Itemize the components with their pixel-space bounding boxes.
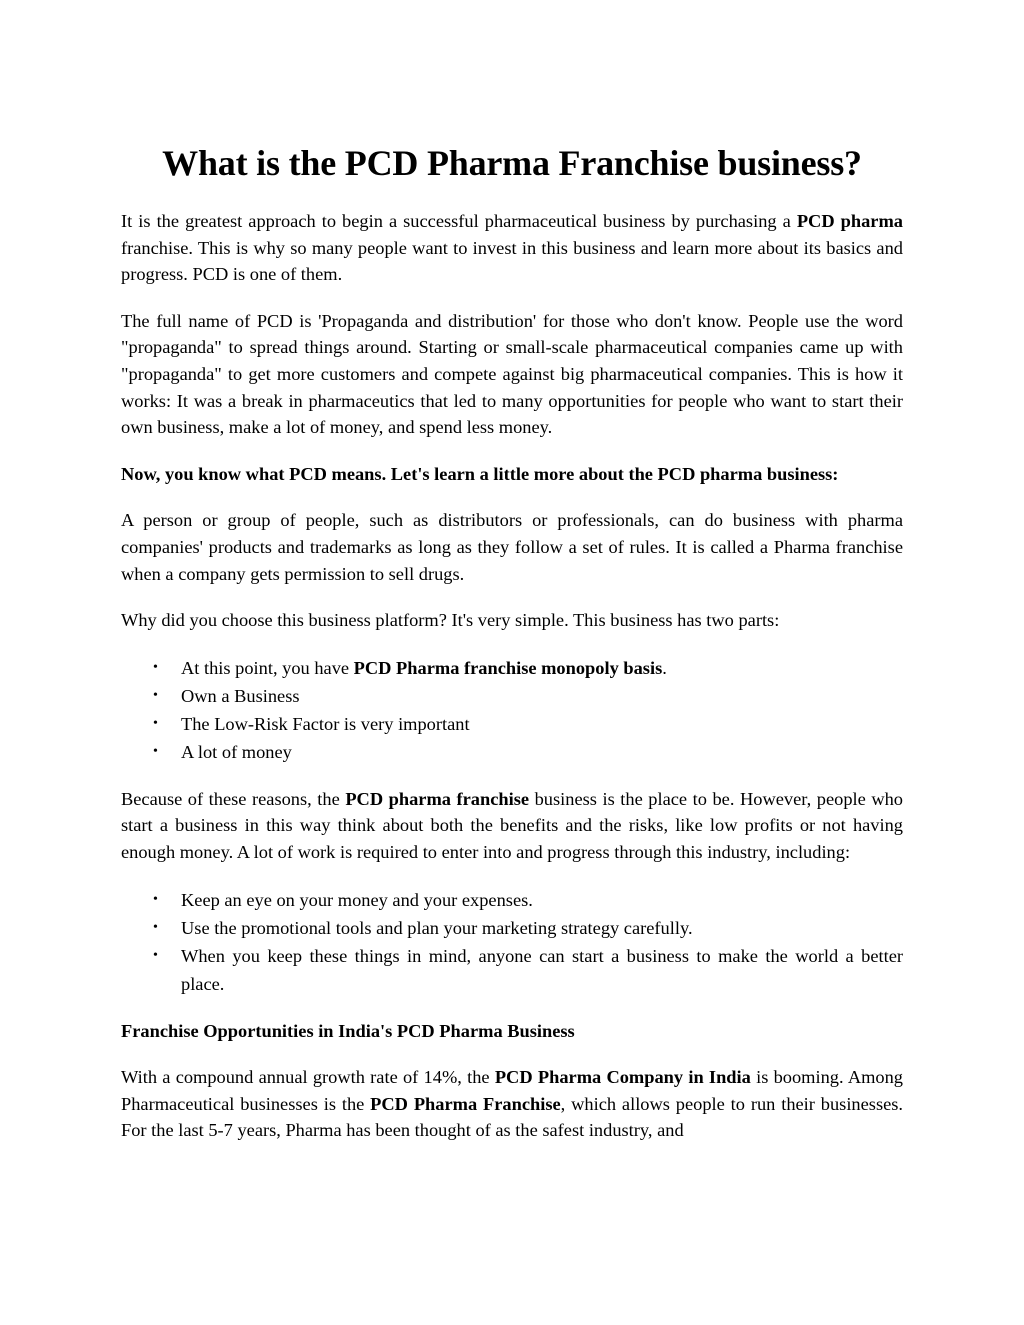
- list-item-text: The Low-Risk Factor is very important: [181, 713, 470, 734]
- document-body: [121, 208, 903, 1164]
- paragraph-growth-text-c: is booming. Among Pharmaceutical businesses is the: [121, 1067, 903, 1114]
- list-item: [153, 914, 903, 942]
- list-item-text: Own a Business: [181, 685, 300, 706]
- paragraph-reasons: [121, 786, 903, 866]
- paragraph-growth: [121, 1064, 903, 1144]
- paragraph-platform-question: Why did you choose this business platform? It's very simple. This business has two parts:: [121, 610, 780, 631]
- list-item: [153, 654, 903, 682]
- list-item: [153, 886, 903, 914]
- page-title: What is the PCD Pharma Franchise business?: [162, 143, 862, 183]
- list-item-bold: PCD Pharma franchise monopoly basis: [353, 657, 663, 678]
- list-item: [153, 942, 903, 998]
- paragraph-intro-text-c: franchise. This is why so many people want to invest in this business and learn more about its basics and progress. PCD is one of them.: [121, 237, 903, 285]
- list-item: [153, 738, 903, 766]
- list-item-text: Keep an eye on your money and your expenses.: [181, 889, 533, 910]
- paragraph-franchise-definition: A person or group of people, such as distributors or professionals, can do business with pharma companies' products and trademarks as long as they follow a set of rules. It is called a Pharma franchise when a company gets permission to sell drugs.: [121, 510, 903, 584]
- list-business-parts: [121, 654, 903, 766]
- list-item: [153, 710, 903, 738]
- paragraph-growth-text-e: , which allows people to run their businesses. For the last 5-7 years, Pharma has been thought of as the safest industry, and: [121, 1093, 904, 1141]
- list-item-text: At this point, you have: [181, 657, 354, 678]
- paragraph-growth-bold-d: PCD Pharma Franchise: [370, 1093, 561, 1114]
- list-item-text: Use the promotional tools and plan your marketing strategy carefully.: [181, 917, 693, 938]
- section-heading-opportunities: Franchise Opportunities in India's PCD Pharma Business: [121, 1020, 575, 1041]
- paragraph-reasons-text-a: Because of these reasons, the: [121, 788, 346, 809]
- list-item-text: When you keep these things in mind, anyone can start a business to make the world a better place.: [181, 945, 903, 994]
- list-item: [153, 682, 903, 710]
- paragraph-full-name: The full name of PCD is 'Propaganda and distribution' for those who don't know. People use the word "propaganda" to spread things around. Starting or small-scale pharmaceutical companies came up with "propaganda" to get more customers and compete against big pharmaceutical companies. This is how it works: It was a break in pharmaceutics that led to many opportunities for people who want to start their own business, make a lot of money, and spend less money.: [121, 310, 903, 438]
- bullet-icon: •: [153, 715, 158, 731]
- bullet-icon: •: [153, 919, 158, 935]
- paragraph-growth-bold-b: PCD Pharma Company in India: [494, 1067, 751, 1088]
- list-work-required: [121, 886, 903, 998]
- paragraph-reasons-text-c: business is the place to be. However, people who start a business in this way think about both the benefits and the risks, like low profits or not having enough money. A lot of work is required to enter into and progress through this industry, including:: [121, 788, 904, 862]
- paragraph-growth-text-a: With a compound annual growth rate of 14%, the: [121, 1067, 495, 1088]
- bullet-icon: •: [153, 743, 158, 759]
- bullet-icon: •: [153, 687, 158, 703]
- paragraph-reasons-bold: PCD pharma franchise: [345, 788, 530, 809]
- paragraph-intro-bold: PCD pharma: [796, 211, 903, 231]
- list-item-text-end: .: [662, 657, 667, 678]
- paragraph-intro: [121, 208, 903, 288]
- subheading-pcd-meaning: Now, you know what PCD means. Let's learn a little more about the PCD pharma business:: [121, 463, 839, 484]
- bullet-icon: •: [153, 947, 158, 963]
- bullet-icon: •: [153, 891, 158, 907]
- paragraph-intro-text-a: It is the greatest approach to begin a successful pharmaceutical business by purchasing a: [121, 211, 797, 231]
- list-item-text: A lot of money: [181, 741, 292, 762]
- bullet-icon: •: [153, 659, 158, 675]
